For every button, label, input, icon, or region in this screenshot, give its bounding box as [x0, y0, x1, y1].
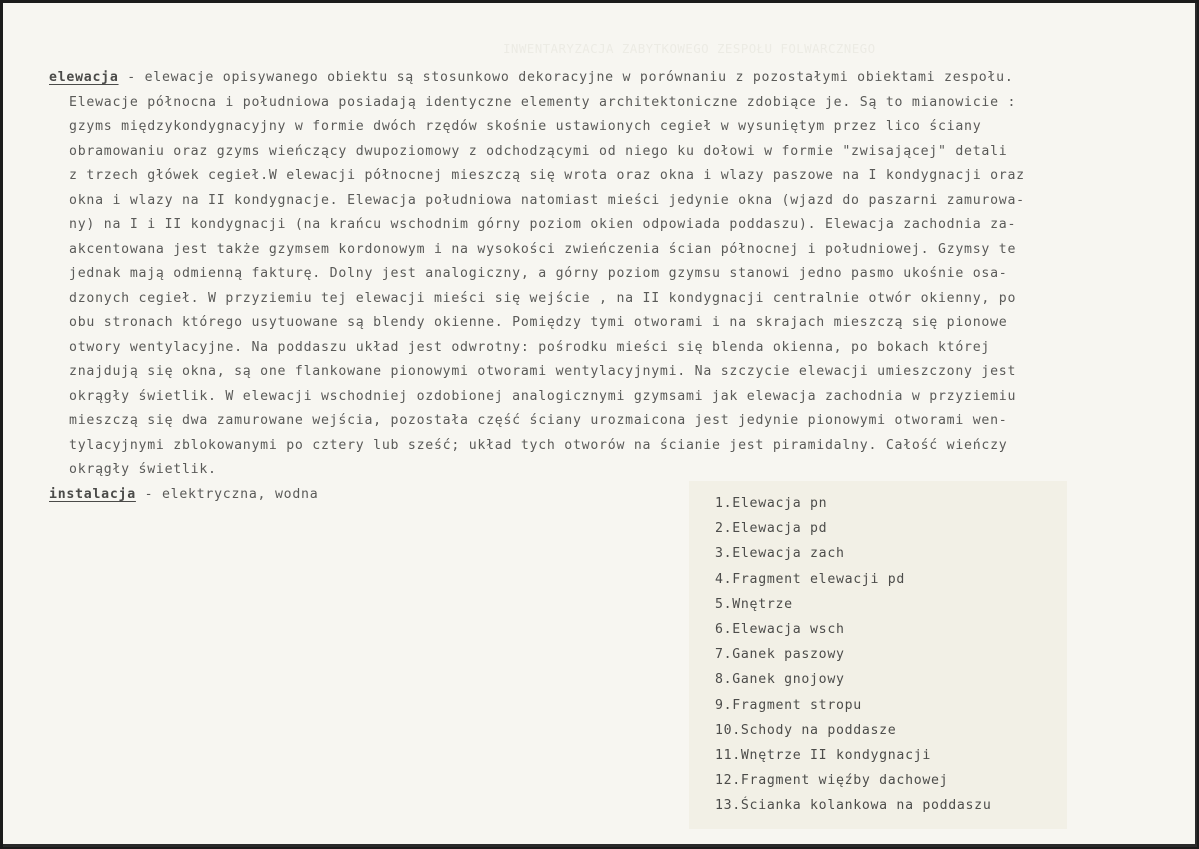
photo-list-item: 12.Fragment więźby dachowej — [715, 773, 949, 789]
text-line: Elewacje północna i południowa posiadają identyczne elementy architektoniczne zdobiące je. Są to mianowicie : — [69, 94, 1017, 110]
term-elewacja: elewacja — [49, 70, 119, 85]
photo-list — [689, 481, 1067, 818]
photo-list-item: 9.Fragment stropu — [715, 697, 862, 713]
text-line: elewacja - elewacje opisywanego obiektu są stosunkowo dekoracyjne w porównaniu z pozostałymi obiektami zespołu. — [49, 70, 1014, 85]
text-line: otwory wentylacyjne. Na poddaszu układ jest odwrotny: pośrodku mieści się blenda okienna, po bokach której — [69, 339, 991, 355]
term-instalacja: instalacja — [49, 486, 136, 502]
text-line: okrągły świetlik. W elewacji wschodniej ozdobionej analogicznymi gzymsami jak elewacja zachodnia w przyziemiu — [69, 388, 1017, 404]
text-line: znajdują się okna, są one flankowane pionowymi otworami wentylacyjnymi. Na szczycie elewacji umieszczony jest — [69, 364, 1017, 379]
photo-list-item: 2.Elewacja pd — [715, 521, 828, 537]
photo-list-item: 4.Fragment elewacji pd — [715, 571, 906, 587]
text-line: mieszczą się dwa zamurowane wejścia, pozostała część ściany urozmaicona jest jedynie pionowymi otworami wen- — [69, 413, 1008, 428]
text-line: tylacyjnymi zblokowanymi po cztery lub sześć; układ tych otworów na ścianie jest piramidalny. Całość wieńczy — [69, 437, 1008, 453]
text-line: akcentowana jest także gzymsem kordonowym i na wysokości zwieńczenia ścian północnej i południowej. Gzymsy te — [69, 241, 1017, 257]
photo-list-item: 6.Elewacja wsch — [715, 621, 845, 637]
text-line: obu stronach którego usytuowane są blendy okienne. Pomiędzy tymi otworami i na skrajach mieszczą się pionowe — [69, 315, 1008, 330]
faint-bleedthrough-heading: INWENTARYZACJA ZABYTKOWEGO ZESPOŁU FOLWARCZNEGO — [503, 41, 876, 56]
text-line: okrągły świetlik. — [69, 462, 217, 477]
photo-list-item: 3.Elewacja zach — [715, 546, 845, 562]
photo-list-item: 8.Ganek gnojowy — [715, 672, 845, 688]
text-line: jednak mają odmienną fakturę. Dolny jest analogiczny, a górny poziom gzymsu stanowi jedno pasmo ukośnie osa- — [69, 266, 1008, 281]
photo-list-box — [689, 481, 1067, 829]
text-line: ny) na I i II kondygnacji (na krańcu wschodnim górny poziom okien odpowiada poddaszu). Elewacja zachodnia za- — [69, 217, 1017, 232]
photo-list-item: 5.Wnętrze — [715, 596, 793, 612]
text-line-instalacja: instalacja - elektryczna, wodna — [49, 486, 319, 502]
text-line: z trzech główek cegieł.W elewacji północnej mieszczą się wrota oraz okna i wlazy paszowe na I kondygnacji oraz — [69, 168, 1025, 183]
photo-list-item: 11.Wnętrze II kondygnacji — [715, 747, 931, 763]
text-line: obramowaniu oraz gzyms wieńczący dwupoziomowy z odchodzącymi od niego ku dołowi w formie "zwisającej" detali — [69, 143, 1008, 159]
text-line: dzonych cegieł. W przyziemiu tej elewacji mieści się wejście , na II kondygnacji centralnie otwór okienny, po — [69, 290, 1017, 306]
text-line: gzyms międzykondygnacyjny w formie dwóch rzędów skośnie ustawionych cegieł w wysuniętym przez lico ściany — [69, 119, 982, 134]
text-line: okna i wlazy na II kondygnacje. Elewacja południowa natomiast mieści jedynie okna (wjazd do paszarni zamurowa- — [69, 192, 1025, 208]
document-page — [3, 3, 1197, 847]
photo-list-item: 10.Schody na poddasze — [715, 722, 897, 738]
photo-list-item: 1.Elewacja pn — [715, 496, 828, 511]
photo-list-item: 13.Ścianka kolankowa na poddaszu — [715, 798, 992, 814]
photo-list-item: 7.Ganek paszowy — [715, 647, 845, 663]
description-text — [49, 66, 1169, 507]
